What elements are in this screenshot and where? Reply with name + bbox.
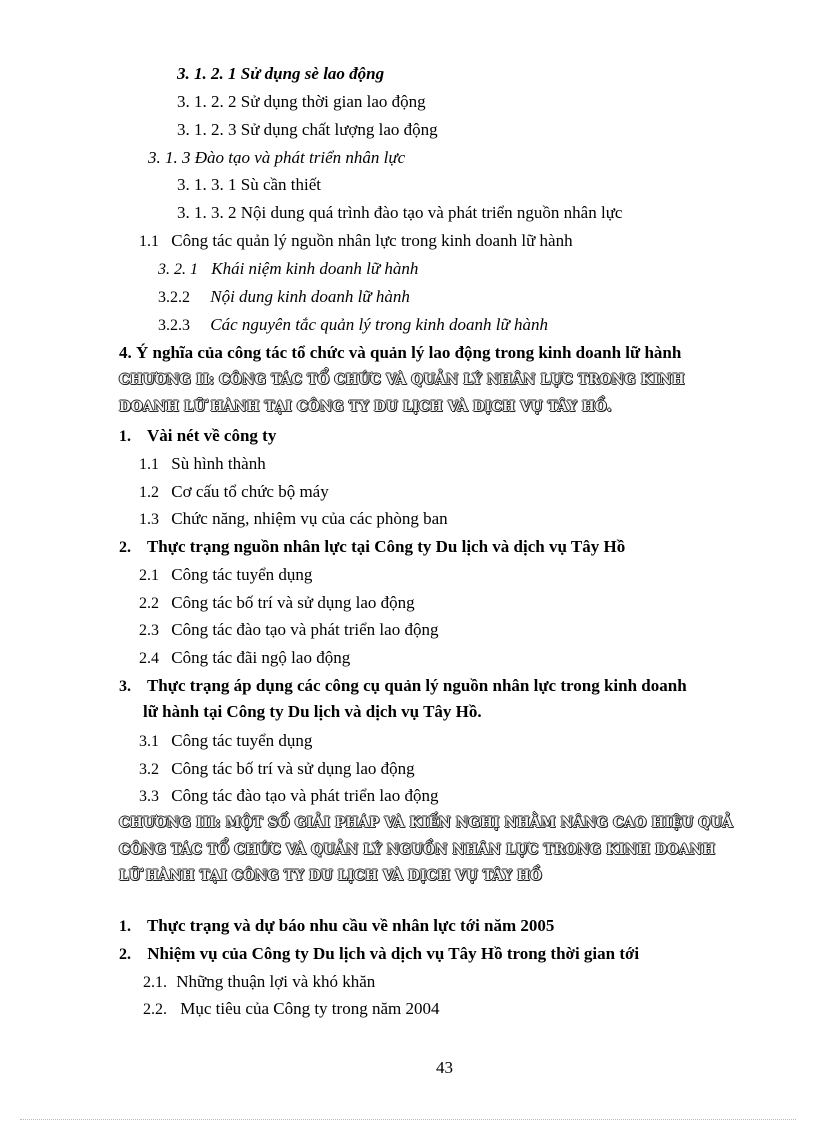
toc-number: 3.2.2 <box>158 289 190 306</box>
toc-text: Sử dụng chất lượng lao động <box>240 120 438 139</box>
toc-number: 2.4 <box>139 650 159 667</box>
toc-entry-3-2-2 <box>158 286 410 309</box>
toc-chapter-3-section-1 <box>119 915 554 938</box>
toc-entry-2-3 <box>139 619 438 642</box>
toc-entry-1-1 <box>139 453 266 476</box>
toc-entry-3-1-3-1 <box>177 174 321 196</box>
toc-section-3-continued <box>143 701 482 723</box>
toc-number: 1.1 <box>139 456 159 473</box>
toc-section-3 <box>119 675 687 698</box>
toc-entry-1-2 <box>139 481 329 504</box>
toc-number: 3. 1. 2. 2 <box>177 92 237 111</box>
page-bottom-divider <box>20 1119 796 1120</box>
toc-text: Công tác đào tạo và phát triển lao động <box>171 620 439 639</box>
toc-number: 3.2.3 <box>158 317 190 334</box>
toc-text: Công tác đào tạo và phát triển lao động <box>171 786 439 805</box>
chapter-3-heading-line-2: CÔNG TÁC TỔ CHỨC VÀ QUẢN LÝ NGUỒN NHÂN LỰC TRONG KINH DOANH <box>119 842 716 858</box>
toc-chapter-3-entry-2-1 <box>143 971 375 994</box>
toc-text: Sù hình thành <box>171 454 266 473</box>
toc-text: Sù cần thiết <box>240 175 322 194</box>
toc-text: Công tác tuyển dụng <box>171 731 313 750</box>
toc-text: Thực trạng nguồn nhân lực tại Công ty Du lịch và dịch vụ Tây Hồ <box>146 537 626 556</box>
toc-text: Cơ cấu tổ chức bộ máy <box>171 482 329 501</box>
toc-number: 1. <box>119 918 131 935</box>
toc-entry-3-2 <box>139 758 415 781</box>
toc-text: Vài nét về công ty <box>146 426 277 445</box>
toc-chapter-3-section-2 <box>119 943 639 966</box>
toc-text: Các nguyên tắc quản lý trong kinh doanh lữ hành <box>210 315 548 334</box>
toc-text: Sử dụng sè lao động <box>240 64 385 83</box>
toc-number: 2.1. <box>143 974 167 991</box>
toc-section-1 <box>119 425 276 448</box>
toc-text: lữ hành tại Công ty Du lịch và dịch vụ Tây Hồ. <box>143 702 482 721</box>
toc-number: 2. <box>119 946 131 963</box>
toc-number: 1.2 <box>139 484 159 501</box>
toc-entry-3-1-3 <box>148 147 405 169</box>
toc-entry-3-1-2-1 <box>177 63 384 85</box>
toc-number: 3. 1. 3. 1 <box>177 175 237 194</box>
page-number: 43 <box>436 1058 453 1077</box>
toc-entry-2-1 <box>139 564 312 587</box>
chapter-3-heading-line-3: LỮ HÀNH TẠI CÔNG TY DU LỊCH VÀ DỊCH VỤ TÂY HỒ <box>119 868 542 884</box>
toc-number: 3.3 <box>139 788 159 805</box>
toc-number: 2.2. <box>143 1001 167 1018</box>
toc-text: Công tác bố trí và sử dụng lao động <box>171 759 415 778</box>
toc-text: Công tác tuyển dụng <box>171 565 313 584</box>
toc-entry-3-2-3 <box>158 314 548 337</box>
toc-number: 1.1 <box>139 233 159 250</box>
toc-number: 3. 2. 1 <box>158 261 198 278</box>
toc-text: Khái niệm kinh doanh lữ hành <box>211 259 419 278</box>
toc-number: 3. 1. 3. 2 <box>177 203 237 222</box>
toc-number: 2. <box>119 539 131 556</box>
toc-text: Chức năng, nhiệm vụ của các phòng ban <box>171 509 448 528</box>
toc-text: Công tác quản lý nguồn nhân lực trong kinh doanh lữ hành <box>171 231 573 250</box>
toc-entry-1-3 <box>139 508 448 531</box>
toc-entry-2-4 <box>139 647 350 670</box>
toc-entry-3-1-2-2 <box>177 91 426 113</box>
toc-entry-3-1-2-3 <box>177 119 438 141</box>
toc-text: Đào tạo và phát triển nhân lực <box>194 148 406 167</box>
toc-text: Những thuận lợi và khó khăn <box>176 972 376 991</box>
toc-text: Nhiệm vụ của Công ty Du lịch và dịch vụ Tây Hồ trong thời gian tới <box>147 944 640 963</box>
chapter-3-heading-line-1: CHƯƠNG III: MỘT SỐ GIẢI PHÁP VÀ KIẾN NGHỊ NHẰM NÂNG CAO HIỆU QUẢ <box>119 815 733 831</box>
toc-number: 3. 1. 2. 1 <box>177 64 237 83</box>
toc-entry-3-3 <box>139 785 438 808</box>
toc-number: 2.2 <box>139 595 159 612</box>
toc-entry-1-1-management <box>139 230 573 253</box>
toc-section-4 <box>119 342 681 364</box>
toc-entry-3-2-1 <box>158 258 418 281</box>
toc-text: Sử dụng thời gian lao động <box>240 92 426 111</box>
toc-section-2 <box>119 536 625 559</box>
toc-chapter-3-entry-2-2 <box>143 998 439 1021</box>
toc-text: 4. Ý nghĩa của công tác tổ chức và quản lý lao động trong kinh doanh lữ hành <box>119 343 682 362</box>
toc-number: 1.3 <box>139 511 159 528</box>
toc-number: 3. 1. 2. 3 <box>177 120 237 139</box>
toc-number: 3.1 <box>139 733 159 750</box>
chapter-2-heading-line-2: DOANH LỮ HÀNH TẠI CÔNG TY DU LỊCH VÀ DỊCH VỤ TÂY HỒ. <box>119 399 612 415</box>
toc-number: 2.1 <box>139 567 159 584</box>
toc-text: Mục tiêu của Công ty trong năm 2004 <box>180 999 440 1018</box>
toc-number: 1. <box>119 428 131 445</box>
toc-text: Nội dung quá trình đào tạo và phát triển nguồn nhân lực <box>240 203 623 222</box>
toc-text: Công tác đãi ngộ lao động <box>171 648 351 667</box>
toc-text: Nội dung kinh doanh lữ hành <box>210 287 410 306</box>
toc-entry-3-1-3-2 <box>177 202 622 224</box>
toc-number: 2.3 <box>139 622 159 639</box>
toc-number: 3.2 <box>139 761 159 778</box>
toc-text: Công tác bố trí và sử dụng lao động <box>171 593 415 612</box>
toc-entry-2-2 <box>139 592 415 615</box>
chapter-2-heading-line-1: CHƯƠNG II: CÔNG TÁC TỔ CHỨC VÀ QUẢN LÝ NHÂN LỰC TRONG KINH <box>119 372 685 388</box>
toc-text: Thực trạng và dự báo nhu cầu về nhân lực tới năm 2005 <box>146 916 555 935</box>
toc-number: 3. 1. 3 <box>148 148 191 167</box>
toc-number: 3. <box>119 678 131 695</box>
toc-entry-3-1 <box>139 730 312 753</box>
toc-text: Thực trạng áp dụng các công cụ quản lý nguồn nhân lực trong kinh doanh <box>146 676 687 695</box>
